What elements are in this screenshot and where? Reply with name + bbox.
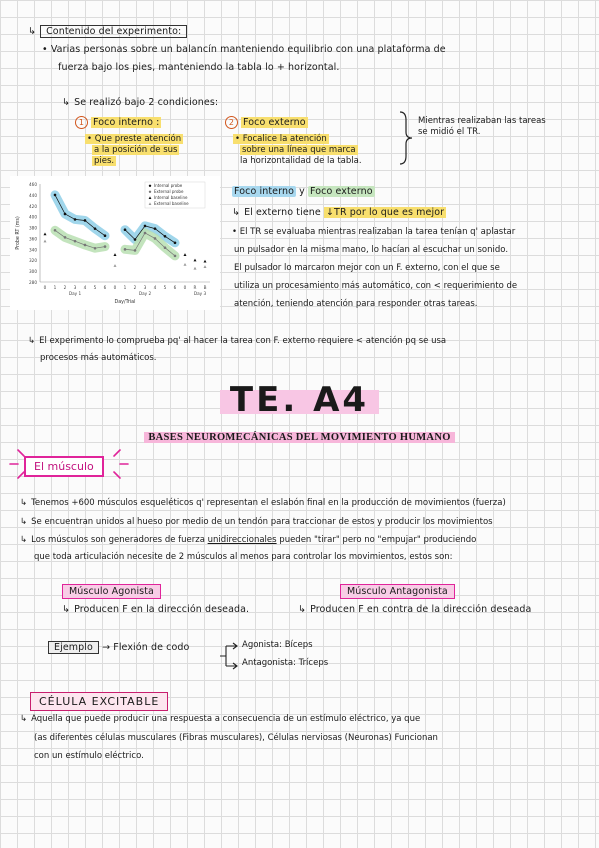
analysis-title: Foco interno y Foco externo xyxy=(234,186,373,197)
x-tick-label: 5 xyxy=(163,285,167,290)
celula-line-3: con un estímulo eléctrico. xyxy=(34,751,144,761)
x-tick-label: 5 xyxy=(93,285,97,290)
agonista-label: Músculo Agonista xyxy=(62,586,161,598)
arrow-icon: ↳ xyxy=(20,535,28,545)
y-tick-label: 400 xyxy=(29,214,37,220)
arrow-icon: ↳ xyxy=(232,207,241,218)
data-point xyxy=(54,194,57,197)
analysis-line-5: utiliza un procesamiento más automático, con < requerimiento de xyxy=(234,281,518,291)
x-tick-label: 0 xyxy=(43,285,47,290)
external-focus-label: 2 Foco externo xyxy=(225,116,308,129)
analysis-line-6: atención, teniendo atención para responder otras tareas. xyxy=(234,299,478,309)
legend-label: Internal baseline xyxy=(154,195,188,200)
legend-marker xyxy=(149,191,151,193)
arrow-icon: ↳ xyxy=(20,714,28,724)
arrow-icon: ↳ xyxy=(298,604,307,615)
data-point xyxy=(74,218,77,221)
musculo-line-2: ↳ Se encuentran unidos al hueso por medio de un tendón para traccionar de estos y producir los movimientos xyxy=(20,517,493,527)
celula-heading: CÉLULA EXCITABLE xyxy=(30,690,168,709)
legend-label: External probe xyxy=(154,189,184,194)
x-tick-label: 3 xyxy=(73,285,77,290)
musculo-line-3: ↳ Los músculos son generadores de fuerza unidireccionales pueden "tirar" pero no "empujar" produciendo xyxy=(20,535,477,545)
celula-line-2: (as diferentes células musculares (Fibras musculares), Células nerviosas (Neuronas) Funcionan xyxy=(34,733,438,743)
data-point xyxy=(174,242,177,245)
legend-label: External baseline xyxy=(154,201,189,206)
side-note-1: Mientras realizaban las tareas xyxy=(418,116,546,126)
ejemplo-antagonista: Antagonista: Tríceps xyxy=(242,658,329,668)
external-focus-text-3: la horizontalidad de la tabla. xyxy=(240,156,362,166)
side-note-2: se midió el TR. xyxy=(418,127,481,137)
data-point xyxy=(94,227,97,230)
y-axis-label: Probe RT (ms) xyxy=(16,216,21,250)
page-title: TE. A4 xyxy=(220,380,379,420)
experiment-line-1: • Varias personas sobre un balancín manteniendo equilibrio con una plataforma de xyxy=(42,44,446,55)
arrow-icon: ↳ xyxy=(62,97,71,108)
data-point xyxy=(134,238,137,241)
data-point xyxy=(64,236,67,239)
analysis-line-3: un pulsador en la misma mano, lo hacían al escuchar un sonido. xyxy=(234,245,509,255)
ejemplo-agonista: Agonista: Bíceps xyxy=(242,640,313,650)
musculo-heading: El músculo xyxy=(24,455,104,474)
data-point xyxy=(164,246,167,249)
x-tick-label: 3 xyxy=(143,285,147,290)
y-tick-label: 320 xyxy=(29,258,37,264)
number-badge: 2 xyxy=(225,116,238,129)
x-tick-label: R xyxy=(193,285,197,290)
reaction-time-chart xyxy=(10,176,220,310)
x-tick-label: 6 xyxy=(103,285,107,290)
data-point xyxy=(84,219,87,222)
data-point xyxy=(124,228,127,231)
data-point xyxy=(124,248,127,251)
branch-arrow-icon xyxy=(218,642,240,670)
x-tick-label: 1 xyxy=(123,285,127,290)
x-tick-label: B xyxy=(203,285,207,290)
x-tick-label: 1 xyxy=(53,285,57,290)
external-focus-text-1: • Focalice la atención xyxy=(235,134,327,144)
arrow-icon: ↳ xyxy=(28,336,36,346)
x-tick-label: 2 xyxy=(133,285,137,290)
arrow-icon: ↳ xyxy=(20,517,28,527)
experiment-heading: ↳ Contenido del experimento: xyxy=(28,26,187,38)
external-focus-text-2: sobre una línea que marca xyxy=(242,145,356,155)
y-tick-label: 380 xyxy=(29,225,37,231)
conclusion-line-2: procesos más automáticos. xyxy=(40,353,157,363)
internal-focus-text-2: a la posición de sus xyxy=(94,145,178,155)
y-tick-label: 420 xyxy=(29,203,37,209)
arrow-icon: ↳ xyxy=(62,604,71,615)
data-point xyxy=(74,240,77,243)
chart-legend xyxy=(145,182,205,208)
day-label: Day 3 xyxy=(193,291,207,296)
analysis-line-2: • El TR se evaluaba mientras realizaban la tarea tenían q' aplastar xyxy=(232,227,516,237)
data-point xyxy=(134,249,137,252)
antagonista-text: ↳ Producen F en contra de la dirección deseada xyxy=(298,604,532,615)
data-point xyxy=(154,237,157,240)
data-point xyxy=(104,234,107,237)
x-tick-label: 0 xyxy=(183,285,187,290)
x-axis-label: Day/Trial xyxy=(114,300,136,305)
analysis-line-1: ↳ El externo tiene ↓TR por lo que es mejor xyxy=(232,207,445,218)
page-subtitle: BASES NEUROMECÁNICAS DEL MOVIMIENTO HUMANO xyxy=(144,432,454,443)
arrow-icon: ↳ xyxy=(20,498,28,508)
data-point xyxy=(94,247,97,250)
data-point xyxy=(154,227,157,230)
musculo-line-4: que toda articulación necesite de 2 músculos al menos para controlar los movimientos, estos son: xyxy=(34,552,453,562)
antagonista-label: Músculo Antagonista xyxy=(340,586,455,598)
x-tick-label: 6 xyxy=(173,285,177,290)
page-title-wrap xyxy=(0,380,599,420)
x-tick-label: 2 xyxy=(63,285,67,290)
day-label: Day 2 xyxy=(138,291,152,296)
data-point xyxy=(164,235,167,238)
x-tick-label: 4 xyxy=(153,285,157,290)
right-arrow-icon: → xyxy=(102,642,114,653)
analysis-line-4: El pulsador lo marcaron mejor con un F. externo, con el que se xyxy=(234,263,500,273)
data-point xyxy=(84,244,87,247)
data-point xyxy=(174,255,177,258)
internal-focus-text-3: pies. xyxy=(94,156,115,166)
legend-label: Internal probe xyxy=(154,183,183,188)
number-badge: 1 xyxy=(75,116,88,129)
data-point xyxy=(144,232,147,235)
y-tick-label: 280 xyxy=(29,280,37,285)
curly-brace-icon xyxy=(396,110,418,166)
data-point xyxy=(104,245,107,248)
internal-focus-text-1: • Que preste atención xyxy=(87,134,182,144)
page-subtitle-wrap xyxy=(0,425,599,444)
y-tick-label: 360 xyxy=(29,236,37,242)
conclusion-line-1: ↳ El experimento lo comprueba pq' al hacer la tarea con F. externo requiere < atención pq se usa xyxy=(28,336,447,346)
experiment-line-2: fuerza bajo los pies, manteniendo la tabla lo + horizontal. xyxy=(58,62,340,73)
conditions-heading: ↳ Se realizó bajo 2 condiciones: xyxy=(62,97,219,108)
x-tick-label: 0 xyxy=(113,285,117,290)
agonista-text: ↳ Producen F en la dirección deseada. xyxy=(62,604,250,615)
data-point xyxy=(64,213,67,216)
data-point xyxy=(144,225,147,228)
celula-line-1: ↳ Aquella que puede producir una respuesta a consecuencia de un estímulo eléctrico, ya que xyxy=(20,714,421,724)
y-tick-label: 300 xyxy=(29,269,37,275)
data-point xyxy=(54,229,57,232)
internal-focus-label: 1 Foco interno : xyxy=(75,116,161,129)
x-tick-label: 4 xyxy=(83,285,87,290)
y-tick-label: 440 xyxy=(29,192,37,198)
y-tick-label: 460 xyxy=(29,182,37,187)
arrow-icon: ↳ xyxy=(28,26,37,37)
ejemplo-block: Ejemplo → Flexión de codo xyxy=(48,642,189,654)
y-tick-label: 340 xyxy=(29,247,37,253)
legend-marker xyxy=(149,185,151,187)
musculo-line-1: ↳ Tenemos +600 músculos esqueléticos q' representan el eslabón final en la producción de movimientos (fuerza) xyxy=(20,498,506,508)
day-label: Day 1 xyxy=(68,291,82,296)
